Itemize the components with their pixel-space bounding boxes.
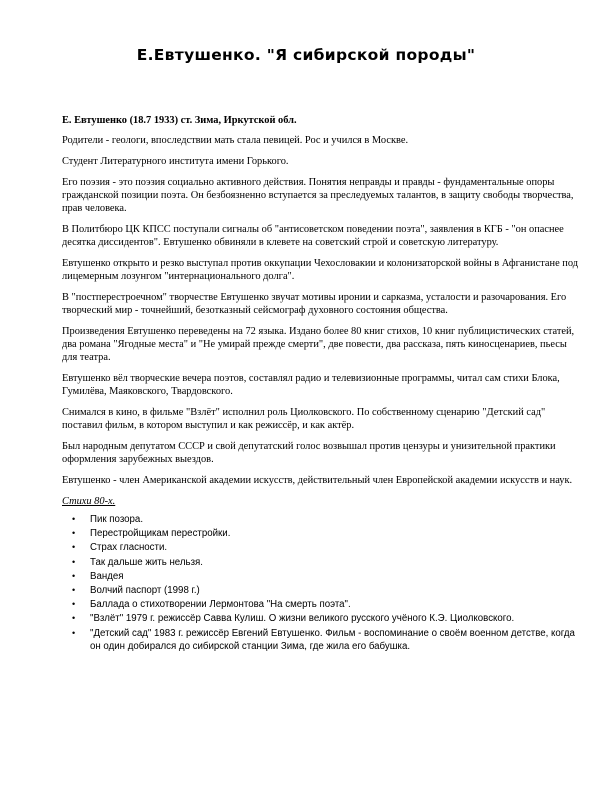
list-item xyxy=(72,598,584,611)
bullet-icon: • xyxy=(72,570,76,581)
paragraph-politburo: В Политбюро ЦК КПСС поступали сигналы об "антисоветском поведении поэта", заявления в КГБ - "он опаснее десятка диссидентов". Евтушенко обвиняли в клевете на советский строй и советскую литературу. xyxy=(62,224,564,248)
list-item-text: Вандея xyxy=(90,570,124,582)
bullet-icon: • xyxy=(72,556,76,567)
list-item-text: Так дальше жить нельзя. xyxy=(90,556,203,568)
paragraph-parents: Родители - геологи, впоследствии мать стала певицей. Рос и учился в Москве. xyxy=(62,135,409,146)
document-body xyxy=(62,114,584,654)
poems-list xyxy=(62,513,584,653)
bio-heading: Е. Евтушенко (18.7 1933) ст. Зима, Иркутской обл. xyxy=(62,115,297,126)
bullet-icon: • xyxy=(72,514,76,524)
bullet-icon: • xyxy=(72,613,76,624)
list-item-text: Баллада о стихотворении Лермонтова "На смерть поэта". xyxy=(90,599,351,611)
bullet-icon: • xyxy=(72,528,76,539)
bullet-icon: • xyxy=(72,585,76,596)
list-item-text: "Детский сад" 1983 г. режиссёр Евгений Евтушенко. Фильм - воспоминание о своём военном детстве, когда он один добирался до сибирской станции Зима, где жила его бабушка. xyxy=(90,627,575,652)
paragraph-evenings: Евтушенко вёл творческие вечера поэтов, составлял радио и телевизионные программы, читал сам стихи Блока, Гумилёва, Маяковского, Твардовского. xyxy=(62,373,560,397)
bullet-icon: • xyxy=(72,627,76,638)
list-item xyxy=(72,570,584,583)
list-item xyxy=(72,627,584,653)
paragraph-deputy: Был народным депутатом СССР и свой депутатский голос возвышал против цензуры и унизительной практики оформления зарубежных выездов. xyxy=(62,441,556,465)
list-item-text: Пик позора. xyxy=(90,514,144,525)
paragraph-poetry: Его поэзия - это поэзия социально активного действия. Понятия неправды и правды - фундаментальные опоры гражданской позиции поэта. Он безбоязненно вступается за преследуемых талантов, в защиту свободы творчества, прав человека. xyxy=(62,177,574,214)
bullet-icon: • xyxy=(72,542,76,553)
paragraph-academy: Евтушенко - член Американской академии искусств, действительный член Европейской академии искусств и наук. xyxy=(62,475,573,486)
list-item-text: Страх гласности. xyxy=(90,542,168,554)
page-title: Е.Евтушенко. "Я сибирской породы" xyxy=(136,46,476,64)
paragraph-cinema: Снимался в кино, в фильме "Взлёт" исполнил роль Циолковского. По собственному сценарию "Детский сад" поставил фильм, в котором выступил и как режиссёр, и как актёр. xyxy=(62,407,546,431)
section-title-poems-80s: Стихи 80-х. xyxy=(62,496,116,507)
list-item-text: "Взлёт" 1979 г. режиссёр Савва Кулиш. О жизни великого русского учёного К.Э. Циолковского. xyxy=(90,613,515,625)
paragraph-student: Студент Литературного института имени Горького. xyxy=(62,156,289,167)
paragraph-postperestroika: В "постперестроечном" творчестве Евтушенко звучат мотивы иронии и сарказма, усталости и разочарования. Его творческий мир - точнейший, безотказный сейсмограф духовного состояния общества. xyxy=(62,292,567,316)
list-item xyxy=(72,584,584,597)
paragraph-translations: Произведения Евтушенко переведены на 72 языка. Издано более 80 книг стихов, 10 книг публицистических статей, два романа "Ягодные места" и "Не умирай прежде смерти", две повести, два рассказа, пять киносценариев, пьесы для театра. xyxy=(62,326,575,363)
paragraph-occupation: Евтушенко открыто и резко выступал против оккупации Чехословакии и колонизаторской войны в Афганистане под лицемерным лозунгом "интернационального долга". xyxy=(62,258,579,282)
list-item xyxy=(72,556,584,569)
bullet-icon: • xyxy=(72,599,76,610)
list-item-text: Волчий паспорт (1998 г.) xyxy=(90,585,200,597)
list-item xyxy=(72,541,584,554)
list-item xyxy=(72,513,584,526)
list-item-text: Перестройщикам перестройки. xyxy=(90,528,231,540)
list-item xyxy=(72,612,584,625)
list-item xyxy=(72,527,584,540)
